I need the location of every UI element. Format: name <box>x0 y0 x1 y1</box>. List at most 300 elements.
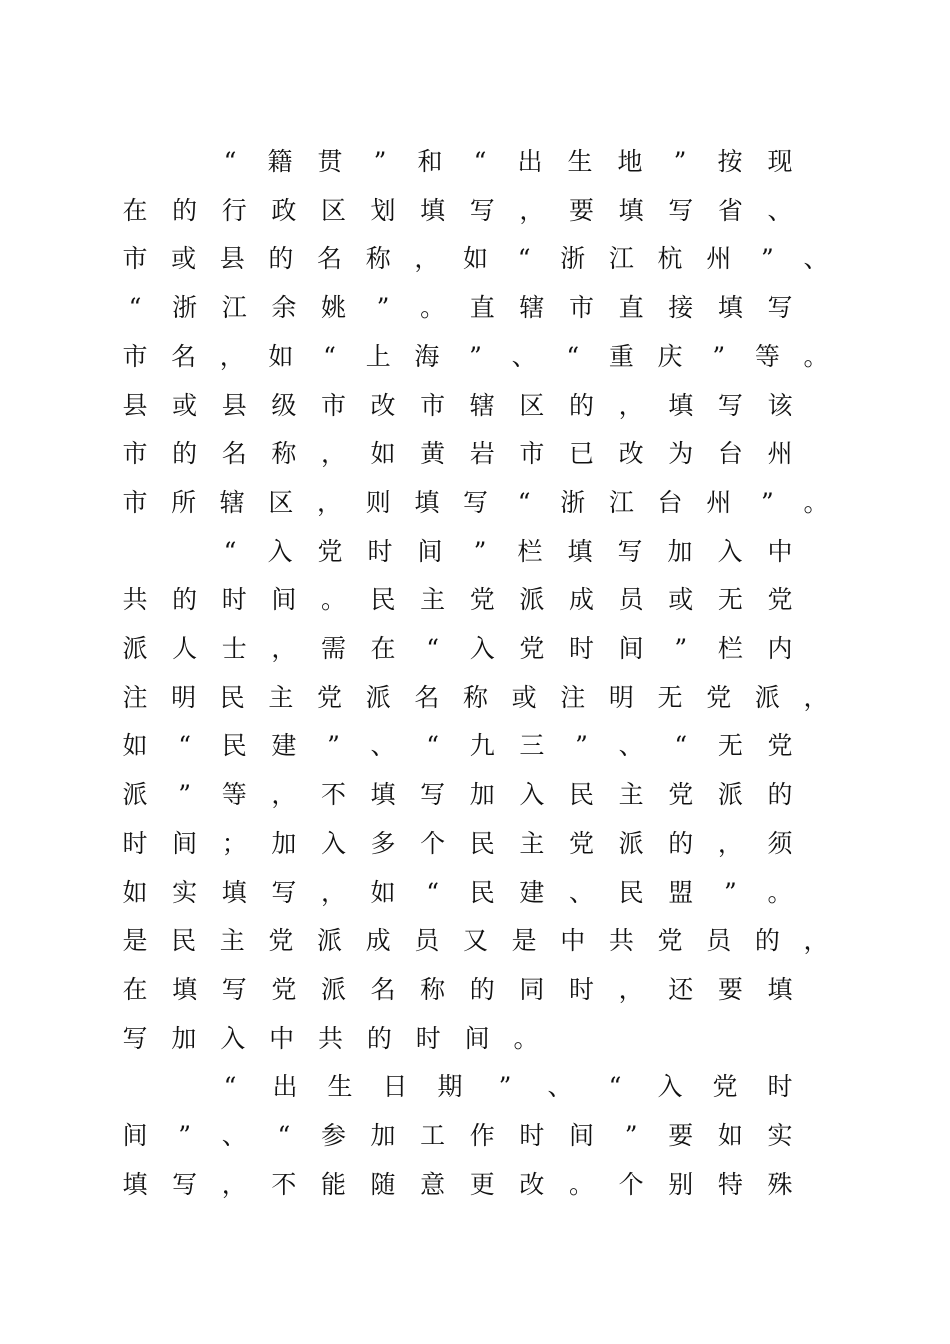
text-char: 要 <box>668 1121 694 1150</box>
text-char: ” <box>674 634 688 663</box>
text-char: 名 <box>221 439 247 469</box>
text-char: 如 <box>370 439 396 469</box>
text-char: 派 <box>320 974 346 1004</box>
text-char: 入 <box>469 634 495 663</box>
text-char: 称 <box>420 974 446 1004</box>
text-char: 时 <box>221 585 247 615</box>
text-char: ” <box>473 536 487 566</box>
text-char: 间 <box>417 536 443 566</box>
text-char: 写 <box>469 195 495 225</box>
text-char: 市 <box>122 341 148 371</box>
text-char: 注 <box>560 682 586 712</box>
text-char: “ <box>473 147 487 176</box>
text-char: 党 <box>317 682 343 712</box>
text-char: 的 <box>668 828 694 858</box>
text-char: 写 <box>668 195 694 225</box>
text-char: ， <box>618 390 644 420</box>
text-char: 中 <box>767 536 793 566</box>
text-char: 栏 <box>717 634 743 663</box>
text-char: 中 <box>269 1023 295 1053</box>
text-char: 民 <box>618 877 644 907</box>
text-line <box>0 532 950 572</box>
text-char: 时 <box>367 536 393 566</box>
text-char: 员 <box>414 926 440 956</box>
text-char: 写 <box>767 293 793 323</box>
text-char: 派 <box>717 780 743 810</box>
text-char: 入 <box>717 536 743 566</box>
text-char: 间 <box>122 1121 148 1150</box>
text-char: 栏 <box>517 536 543 566</box>
text-char: 地 <box>617 147 643 176</box>
text-char: 上 <box>365 341 391 371</box>
text-char: 党 <box>712 1072 738 1102</box>
text-char: 出 <box>272 1072 298 1102</box>
text-char: 民 <box>469 828 495 858</box>
text-char: 加 <box>370 1121 396 1150</box>
text-char: 民 <box>370 585 396 615</box>
text-char: 不 <box>271 1169 297 1199</box>
text-char: 在 <box>122 195 148 225</box>
text-char: 入 <box>220 1023 246 1053</box>
text-char: “ <box>674 731 688 761</box>
text-char: 主 <box>268 682 294 712</box>
text-char: 的 <box>172 195 198 225</box>
text-line <box>0 239 950 279</box>
text-char: 殊 <box>767 1169 793 1199</box>
text-char: 直 <box>469 293 495 323</box>
text-char: 写 <box>617 536 643 566</box>
text-char: 在 <box>370 634 396 663</box>
text-char: 。 <box>767 877 793 907</box>
text-char: 州 <box>706 244 732 274</box>
text-char: 江 <box>608 487 634 517</box>
text-char: 市 <box>569 293 595 323</box>
text-char: 名 <box>171 341 197 371</box>
text-char: 民 <box>219 682 245 712</box>
text-char: 名 <box>370 974 396 1004</box>
text-char: “ <box>223 1072 237 1102</box>
text-char: 的 <box>767 780 793 810</box>
text-char: 个 <box>618 1169 644 1199</box>
text-char: 改 <box>618 439 644 469</box>
text-char: 内 <box>767 634 793 663</box>
text-char: 名 <box>414 682 440 712</box>
text-char: ， <box>320 877 346 907</box>
text-char: 杭 <box>657 244 683 274</box>
text-line <box>0 434 950 474</box>
text-line <box>0 386 950 426</box>
text-char: 如 <box>717 1121 743 1150</box>
text-char: 余 <box>271 293 297 323</box>
text-char: 重 <box>608 341 634 371</box>
text-char: 的 <box>569 390 595 420</box>
text-char: 间 <box>618 634 644 663</box>
text-char: 出 <box>517 147 543 176</box>
text-char: 写 <box>122 1023 148 1053</box>
text-char: ” <box>760 487 774 517</box>
text-char: 填 <box>767 974 793 1004</box>
text-char: ， <box>271 780 297 810</box>
text-char: 姚 <box>320 293 346 323</box>
text-char: 员 <box>706 926 732 956</box>
text-char: 共 <box>608 926 634 956</box>
text-char: 派 <box>618 828 644 858</box>
text-char: 同 <box>519 974 545 1004</box>
text-char: “ <box>277 1121 291 1150</box>
text-line <box>0 1116 950 1156</box>
text-char: 、 <box>547 1072 573 1102</box>
text-char: 民 <box>221 731 247 761</box>
text-char: ， <box>219 341 245 371</box>
text-char: 如 <box>268 341 294 371</box>
text-char: 期 <box>437 1072 463 1102</box>
text-char: 个 <box>420 828 446 858</box>
text-char: “ <box>323 341 336 371</box>
text-char: 辖 <box>469 390 495 420</box>
text-char: 浙 <box>560 244 586 274</box>
text-line <box>0 970 950 1010</box>
text-char: 党 <box>317 536 343 566</box>
text-char: 称 <box>365 244 391 274</box>
text-char: 意 <box>420 1169 446 1199</box>
text-char: 或 <box>511 682 537 712</box>
text-char: 还 <box>668 974 694 1004</box>
text-char: 要 <box>717 974 743 1004</box>
text-char: 三 <box>519 731 545 761</box>
text-char: 别 <box>668 1169 694 1199</box>
text-char: ” <box>469 341 482 371</box>
text-char: 员 <box>618 585 644 615</box>
text-char: 区 <box>320 195 346 225</box>
text-line <box>0 824 950 864</box>
text-char: ” <box>373 147 387 176</box>
text-char: ， <box>221 1169 247 1199</box>
text-char: 党 <box>519 634 545 663</box>
text-line <box>0 726 950 766</box>
text-char: 加 <box>271 828 297 858</box>
text-char: 时 <box>569 634 595 663</box>
text-char: 间 <box>569 1121 595 1150</box>
text-char: 已 <box>569 439 595 469</box>
text-char: 民 <box>171 926 197 956</box>
text-line <box>0 337 950 377</box>
text-char: 市 <box>320 390 346 420</box>
text-char: ” <box>624 1121 638 1150</box>
text-char: 。 <box>803 341 829 371</box>
text-char: 时 <box>569 974 595 1004</box>
text-char: 称 <box>462 682 488 712</box>
text-char: 须 <box>767 828 793 858</box>
text-char: ， <box>414 244 440 274</box>
text-char: 间 <box>464 1023 490 1053</box>
text-char: 辖 <box>219 487 245 517</box>
text-char: 党 <box>767 585 793 615</box>
text-char: 写 <box>271 877 297 907</box>
text-char: 明 <box>171 682 197 712</box>
text-char: 改 <box>370 390 396 420</box>
text-char: 间 <box>271 585 297 615</box>
text-char: 无 <box>657 682 683 712</box>
text-char: 所 <box>171 487 197 517</box>
text-char: 派 <box>122 634 148 663</box>
text-char: 市 <box>519 439 545 469</box>
text-char: 无 <box>717 731 743 761</box>
text-char: 实 <box>767 1121 793 1150</box>
text-char: 市 <box>122 487 148 517</box>
text-char: 政 <box>271 195 297 225</box>
text-char: 党 <box>706 682 732 712</box>
text-char: 入 <box>519 780 545 810</box>
text-char: 主 <box>618 780 644 810</box>
text-char: ” <box>178 780 191 810</box>
text-char: 人 <box>172 634 198 663</box>
text-char: “ <box>517 487 531 517</box>
text-char: ” <box>712 341 726 371</box>
text-char: 填 <box>122 1169 148 1199</box>
text-char: 能 <box>320 1169 346 1199</box>
text-char: 填 <box>370 780 396 810</box>
text-char: ， <box>320 439 346 469</box>
text-char: 需 <box>320 634 346 663</box>
text-char: 实 <box>172 877 198 907</box>
text-char: 派 <box>122 780 148 810</box>
text-char: 等 <box>754 341 780 371</box>
text-char: 则 <box>365 487 391 517</box>
text-line <box>0 142 950 182</box>
text-char: 时 <box>767 1072 793 1102</box>
text-char: 的 <box>366 1023 392 1053</box>
text-char: 共 <box>317 1023 343 1053</box>
text-char: 该 <box>767 390 793 420</box>
text-char: ” <box>575 731 588 761</box>
text-char: 、 <box>221 1121 247 1150</box>
text-char: 写 <box>462 487 488 517</box>
text-char: ” <box>327 731 340 761</box>
text-char: ， <box>803 682 829 712</box>
text-char: “ <box>223 147 237 176</box>
text-char: 名 <box>317 244 343 274</box>
text-char: 填 <box>567 536 593 566</box>
text-char: 多 <box>370 828 396 858</box>
text-char: 主 <box>519 828 545 858</box>
text-char: 生 <box>327 1072 353 1102</box>
text-char: ” <box>723 877 737 907</box>
text-char: ” <box>376 293 390 323</box>
text-char: 台 <box>657 487 683 517</box>
text-char: 入 <box>657 1072 683 1102</box>
text-char: 写 <box>420 780 446 810</box>
text-char: 共 <box>122 585 148 615</box>
text-char: 填 <box>618 195 644 225</box>
text-char: 行 <box>221 195 247 225</box>
text-char: 更 <box>469 1169 495 1199</box>
text-char: 党 <box>569 828 595 858</box>
text-char: 台 <box>717 439 743 469</box>
text-char: 如 <box>370 877 396 907</box>
text-char: 或 <box>668 585 694 615</box>
text-char: 建 <box>271 731 297 761</box>
text-char: 如 <box>462 244 488 274</box>
text-char: “ <box>426 877 440 907</box>
text-char: 党 <box>469 585 495 615</box>
text-char: 市 <box>122 439 148 469</box>
text-char: “ <box>566 341 580 371</box>
text-char: 派 <box>365 682 391 712</box>
text-char: 划 <box>370 195 396 225</box>
text-char: 成 <box>365 926 391 956</box>
text-char: 填 <box>420 195 446 225</box>
text-char: 加 <box>667 536 693 566</box>
text-char: 的 <box>172 439 198 469</box>
text-char: 县 <box>221 390 247 420</box>
text-char: 。 <box>803 487 829 517</box>
text-char: 贯 <box>317 147 343 176</box>
text-char: 、 <box>803 244 829 274</box>
text-char: 等 <box>221 780 247 810</box>
text-char: 时 <box>122 828 148 858</box>
text-line <box>0 921 950 961</box>
text-char: 、 <box>767 195 793 225</box>
text-char: “ <box>128 293 142 323</box>
text-char: 写 <box>717 390 743 420</box>
text-char: 的 <box>469 974 495 1004</box>
text-char: ” <box>498 1072 512 1102</box>
text-char: 、 <box>511 341 537 371</box>
text-char: 岩 <box>469 439 495 469</box>
text-char: 。 <box>513 1023 539 1053</box>
text-char: 时 <box>415 1023 441 1053</box>
text-char: 要 <box>569 195 595 225</box>
text-char: 建 <box>519 877 545 907</box>
text-char: 特 <box>717 1169 743 1199</box>
text-char: “ <box>608 1072 622 1102</box>
text-char: ， <box>317 487 343 517</box>
text-char: 加 <box>469 780 495 810</box>
text-char: ” <box>673 147 687 176</box>
text-char: 的 <box>172 585 198 615</box>
text-char: ， <box>618 974 644 1004</box>
text-char: 不 <box>320 780 346 810</box>
text-char: 加 <box>171 1023 197 1053</box>
text-char: 如 <box>122 877 148 907</box>
text-char: 盟 <box>668 877 694 907</box>
text-line <box>0 678 950 718</box>
text-char: 工 <box>420 1121 446 1150</box>
text-char: 日 <box>382 1072 408 1102</box>
text-char: 辖 <box>519 293 545 323</box>
text-char: 派 <box>519 585 545 615</box>
text-char: 派 <box>317 926 343 956</box>
text-char: 填 <box>172 974 198 1004</box>
text-char: 为 <box>668 439 694 469</box>
text-char: 入 <box>267 536 293 566</box>
text-char: 生 <box>567 147 593 176</box>
text-char: “ <box>517 244 531 274</box>
text-char: 江 <box>608 244 634 274</box>
text-char: 成 <box>569 585 595 615</box>
text-char: 称 <box>271 439 297 469</box>
text-char: 省 <box>717 195 743 225</box>
text-char: 时 <box>519 1121 545 1150</box>
text-char: 主 <box>420 585 446 615</box>
text-char: 、 <box>618 731 644 761</box>
text-char: 是 <box>511 926 537 956</box>
text-char: 籍 <box>267 147 293 176</box>
text-char: “ <box>178 731 191 761</box>
text-char: ， <box>803 926 829 956</box>
text-char: 。 <box>569 1169 595 1199</box>
text-char: 、 <box>569 877 595 907</box>
text-char: 随 <box>370 1169 396 1199</box>
text-char: 士 <box>221 634 247 663</box>
text-char: “ <box>426 731 440 761</box>
text-char: 无 <box>717 585 743 615</box>
text-line <box>0 580 950 620</box>
text-char: 派 <box>754 682 780 712</box>
text-char: 参 <box>320 1121 346 1150</box>
text-line <box>0 775 950 815</box>
text-line <box>0 1067 950 1107</box>
text-char: 又 <box>462 926 488 956</box>
text-line <box>0 483 950 523</box>
text-char: 接 <box>668 293 694 323</box>
text-char: 写 <box>221 974 247 1004</box>
text-char: 县 <box>122 390 148 420</box>
text-char: 填 <box>717 293 743 323</box>
text-char: 庆 <box>657 341 683 371</box>
text-char: 市 <box>122 244 148 274</box>
text-char: 民 <box>569 780 595 810</box>
text-char: “ <box>426 634 440 663</box>
text-line <box>0 191 950 231</box>
text-char: 党 <box>767 731 793 761</box>
text-char: 党 <box>657 926 683 956</box>
text-char: ， <box>271 634 297 663</box>
text-char: 主 <box>219 926 245 956</box>
text-line <box>0 873 950 913</box>
text-char: 填 <box>668 390 694 420</box>
text-char: ” <box>760 244 774 274</box>
text-char: 在 <box>122 974 148 1004</box>
text-char: 县 <box>219 244 245 274</box>
text-char: 党 <box>668 780 694 810</box>
text-char: 、 <box>370 731 396 761</box>
text-char: 区 <box>519 390 545 420</box>
text-char: 现 <box>767 147 793 176</box>
text-char: 填 <box>414 487 440 517</box>
text-char: ， <box>717 828 743 858</box>
text-char: 民 <box>469 877 495 907</box>
text-char: 的 <box>268 244 294 274</box>
text-char: 是 <box>122 926 148 956</box>
text-char: 。 <box>320 585 346 615</box>
text-char: 州 <box>706 487 732 517</box>
text-char: 作 <box>469 1121 495 1150</box>
text-char: 党 <box>271 974 297 1004</box>
text-char: 区 <box>268 487 294 517</box>
text-line <box>0 629 950 669</box>
text-char: 江 <box>221 293 247 323</box>
text-char: 或 <box>171 244 197 274</box>
text-char: 。 <box>420 293 446 323</box>
text-char: 党 <box>268 926 294 956</box>
text-char: 间 <box>172 828 198 858</box>
text-char: 填 <box>221 877 247 907</box>
text-char: 黄 <box>420 439 446 469</box>
text-char: 浙 <box>172 293 198 323</box>
text-char: 注 <box>122 682 148 712</box>
text-char: 市 <box>420 390 446 420</box>
